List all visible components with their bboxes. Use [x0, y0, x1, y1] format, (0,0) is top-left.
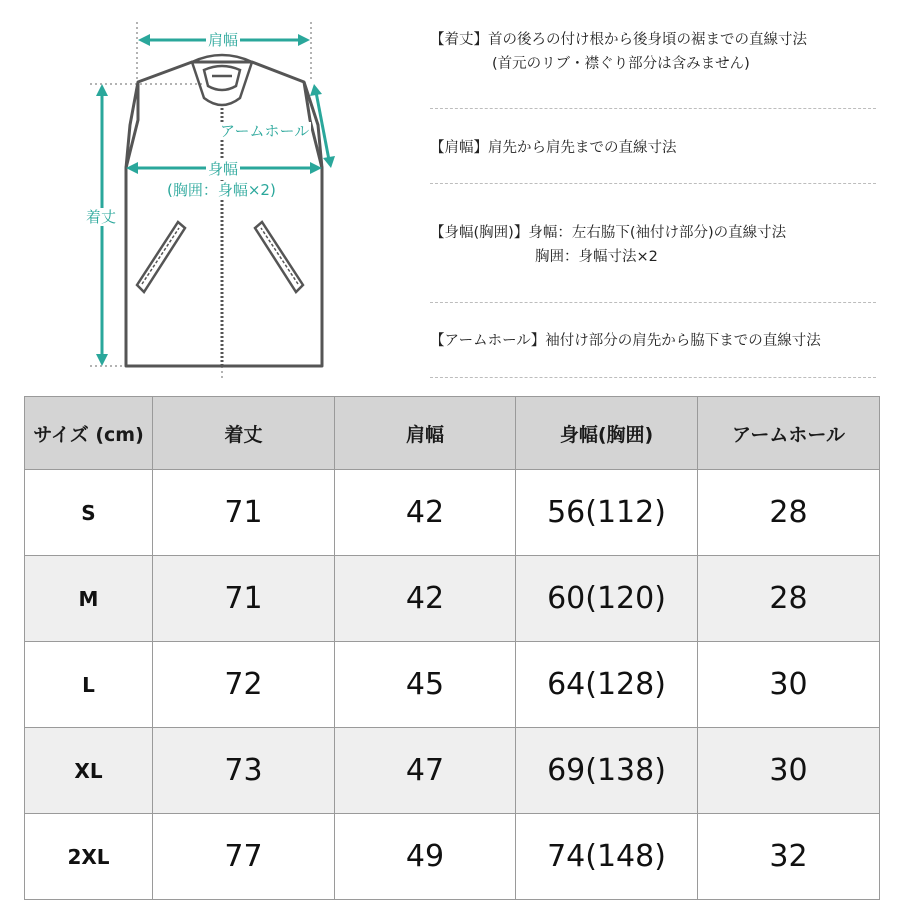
desc-armhole: [430, 329, 876, 353]
shoulder-cell: 45: [335, 642, 516, 728]
desc-body-width: [430, 221, 876, 269]
length-cell: 71: [153, 470, 335, 556]
size-cell: 2XL: [25, 814, 153, 900]
divider: [430, 377, 876, 378]
measurement-descriptions: [430, 0, 876, 390]
body-width-cell: 74(148): [516, 814, 698, 900]
desc-shoulder-text: 肩先から肩先までの直線寸法: [488, 140, 677, 156]
body-width-cell: 56(112): [516, 470, 698, 556]
divider: [430, 183, 876, 184]
desc-chest-note: 胸囲：身幅寸法×2: [535, 249, 658, 265]
shoulder-cell: 47: [335, 728, 516, 814]
shoulder-cell: 42: [335, 470, 516, 556]
chest-label: (胸囲：身幅×2): [167, 181, 276, 199]
desc-body-width-key: 【身幅(胸囲)】: [430, 225, 529, 241]
header-shoulder: 肩幅: [335, 397, 516, 470]
table-row: [25, 728, 880, 814]
header-armhole: アームホール: [698, 397, 880, 470]
body-width-cell: 69(138): [516, 728, 698, 814]
length-cell: 71: [153, 556, 335, 642]
length-cell: 73: [153, 728, 335, 814]
body-width-label: 身幅: [208, 160, 239, 178]
length-cell: 72: [153, 642, 335, 728]
size-table: [24, 396, 880, 900]
size-cell: L: [25, 642, 153, 728]
desc-length-key: 【着丈】: [430, 32, 488, 48]
armhole-label: アームホール: [220, 122, 310, 140]
shoulder-width-label: 肩幅: [208, 31, 239, 49]
header-size: サイズ (cm): [25, 397, 153, 470]
armhole-cell: 28: [698, 556, 880, 642]
divider: [430, 108, 876, 109]
armhole-cell: 28: [698, 470, 880, 556]
body-width-cell: 64(128): [516, 642, 698, 728]
desc-armhole-text: 袖付け部分の肩先から脇下までの直線寸法: [545, 333, 821, 349]
table-row: [25, 556, 880, 642]
desc-shoulder: [430, 136, 876, 160]
desc-body-width-text: 身幅：左右脇下(袖付け部分)の直線寸法: [528, 225, 787, 241]
armhole-cell: 32: [698, 814, 880, 900]
desc-length: [430, 28, 876, 76]
length-cell: 77: [153, 814, 335, 900]
table-row: [25, 814, 880, 900]
desc-length-note: (首元のリブ・襟ぐり部分は含みません): [492, 56, 750, 72]
body-width-cell: 60(120): [516, 556, 698, 642]
table-header-row: [25, 397, 880, 470]
shoulder-cell: 49: [335, 814, 516, 900]
desc-armhole-key: 【アームホール】: [430, 333, 546, 349]
size-cell: S: [25, 470, 153, 556]
armhole-cell: 30: [698, 728, 880, 814]
desc-length-text: 首の後ろの付け根から後身頃の裾までの直線寸法: [488, 32, 807, 48]
divider: [430, 302, 876, 303]
size-cell: XL: [25, 728, 153, 814]
length-label: 着丈: [86, 208, 117, 226]
armhole-cell: 30: [698, 642, 880, 728]
size-cell: M: [25, 556, 153, 642]
header-length: 着丈: [153, 397, 335, 470]
table-row: [25, 642, 880, 728]
table-row: [25, 470, 880, 556]
desc-shoulder-key: 【肩幅】: [430, 140, 488, 156]
header-body-width: 身幅(胸囲): [516, 397, 698, 470]
shoulder-cell: 42: [335, 556, 516, 642]
vest-measurement-diagram: [0, 0, 420, 390]
